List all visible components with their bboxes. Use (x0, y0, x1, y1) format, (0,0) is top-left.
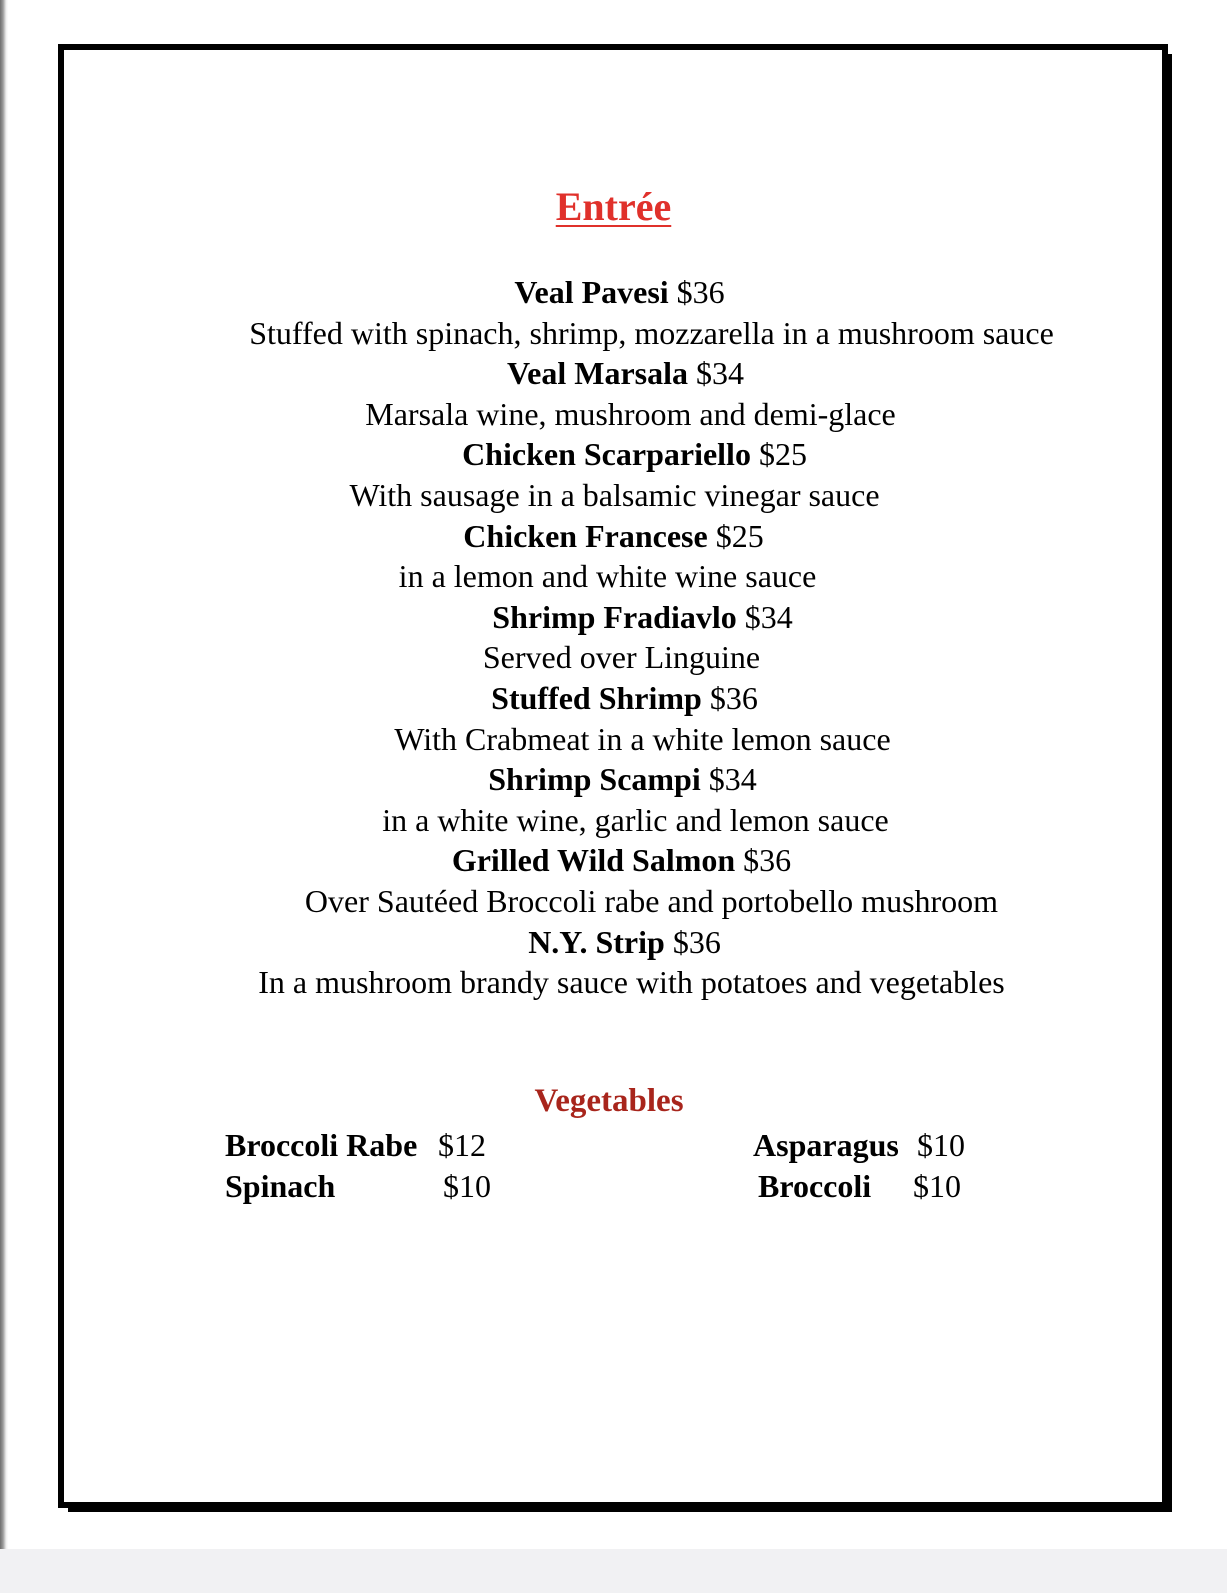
item-price: $12 (438, 1127, 486, 1163)
entree-list (0, 272, 1227, 1003)
vegetables-title: Vegetables (534, 1083, 684, 1119)
item-description: In a mushroom brandy sauce with potatoes and vegetables (258, 964, 1005, 1001)
vegetable-item-spinach (225, 1166, 491, 1206)
item-price: $34 (744, 598, 793, 635)
item-description: Served over Linguine (482, 639, 761, 676)
item-name: Chicken Scarpariello (462, 436, 751, 473)
item-price: $25 (758, 436, 807, 473)
entree-item-stuffed-shrimp (11, 678, 1227, 719)
entree-item-shrimp-scampi (9, 759, 1227, 800)
item-name: N.Y. Strip (528, 923, 665, 960)
item-name: Grilled Wild Salmon (451, 842, 736, 879)
item-name: Veal Pavesi (514, 274, 669, 310)
item-price: $36 (743, 842, 792, 879)
item-description: in a white wine, garlic and lemon sauce (382, 801, 889, 838)
item-name: Stuffed Shrimp (491, 679, 702, 716)
item-price: $34 (708, 761, 757, 798)
entree-item-veal-marsala (12, 353, 1227, 394)
item-price: $36 (709, 679, 758, 716)
entree-title: Entrée (555, 184, 672, 229)
item-name: Spinach (225, 1168, 336, 1204)
vegetable-item-asparagus (753, 1125, 965, 1165)
item-description: Stuffed with spinach, shrimp, mozzarella in a mushroom sauce (249, 314, 1054, 351)
item-description: With Crabmeat in a white lemon sauce (394, 720, 891, 757)
entree-item-shrimp-fradiavlo (29, 597, 1227, 638)
item-price: $10 (917, 1127, 965, 1163)
item-name: Asparagus (753, 1127, 899, 1163)
item-name: Shrimp Scampi (488, 761, 701, 798)
item-price: $36 (672, 923, 721, 960)
item-name: Chicken Francese (463, 517, 708, 554)
item-description: Over Sautéed Broccoli rabe and portobello mushroom (304, 882, 999, 919)
item-price: $36 (676, 274, 725, 310)
item-name: Shrimp Fradiavlo (492, 598, 737, 635)
entree-item-chicken-scarpariello (21, 434, 1227, 475)
entree-item-grilled-wild-salmon (8, 840, 1227, 881)
item-description: With sausage in a balsamic vinegar sauce (349, 476, 880, 513)
item-price: $34 (696, 355, 744, 392)
item-description: Marsala wine, mushroom and demi-glace (365, 395, 896, 432)
item-price: $25 (715, 517, 764, 554)
entree-item-ny-strip (11, 922, 1227, 963)
item-name: Broccoli Rabe (225, 1127, 418, 1163)
entree-item-veal-pavesi (6, 272, 1227, 313)
entree-item-chicken-francese (0, 516, 1227, 557)
vegetable-item-broccoli (758, 1166, 961, 1206)
item-price: $10 (913, 1168, 961, 1204)
item-name: Broccoli (758, 1168, 872, 1204)
item-description: in a lemon and white wine sauce (398, 558, 817, 595)
viewer-bottom-strip (0, 1549, 1227, 1593)
vegetable-item-broccoli-rabe (225, 1125, 486, 1165)
item-name: Veal Marsala (506, 355, 688, 392)
item-price: $10 (443, 1168, 491, 1204)
